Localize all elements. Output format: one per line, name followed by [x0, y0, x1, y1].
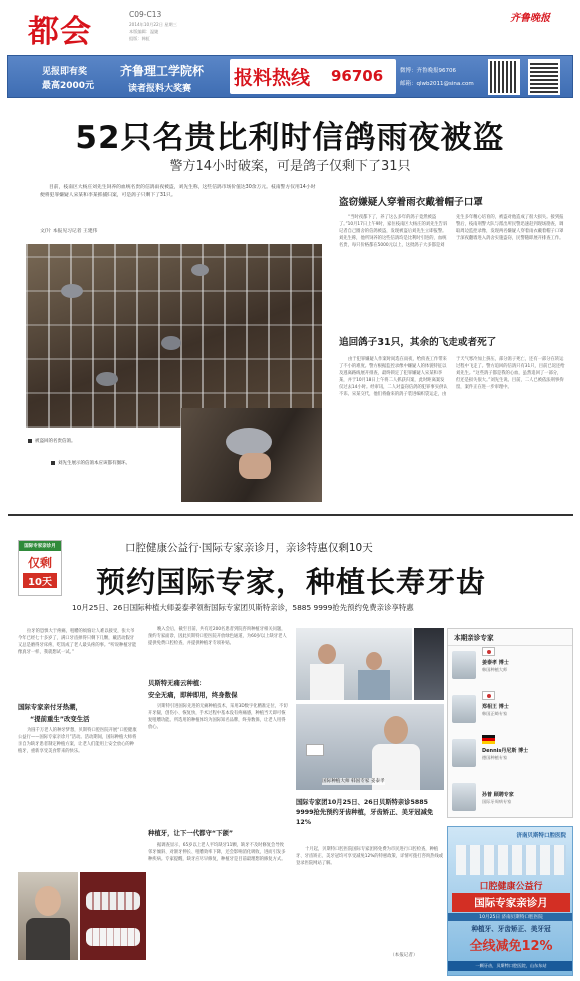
promo-col2-intro: [148, 626, 288, 676]
promo-col1-text2: 为圆千万老人的种牙梦想，贝斯特口腔医院开展“口腔健康公益行——国际专家亲诊月”活动。活动期间，国际种植大师将亲自为缺牙患者制定种植方案，让老人们能用上安全放心的种植牙，重新享受美食带来的快乐。: [18, 728, 137, 754]
edition-layout: 组版：韩虹: [129, 36, 150, 41]
banner-weibo: 微博：齐鲁晚报96706: [400, 68, 456, 74]
qr-code-icon-2: [528, 59, 560, 95]
promo-col1-intro: [18, 628, 138, 698]
expert-name: 孙普 顾聘专家: [482, 792, 514, 798]
story-summary: [40, 184, 318, 222]
promo-col2-h1: 贝斯特无痛云种植：: [148, 679, 206, 687]
poster-title: 国际专家亲诊月: [452, 893, 570, 912]
promo-reporter: （本报记者）: [390, 953, 418, 958]
poster-line: 口腔健康公益行: [479, 882, 543, 892]
section-2-text: 由于犯罪嫌疑人作案时间选在雨夜，给侦查工作带来了不小的难度。警方根据监控录像中嫌疑人的体貌特征以及逃离路线展开排查，最终锁定了犯罪嫌疑人宋某和李某，并于10月18日上午将二人抓获归案，此时距离案发仅过去14小时。经审讯，二人对盗窃信鸽的犯罪事实供认不讳。宋某交代，他们将偷来的鸽子装进编织袋运走，由于天气寒冷加上挤压，部分鸽子死亡，还有一部分在转运过程中飞走了。警方追回的信鸽只有31只，目前已返还给刘先生。“这些鸽子都是我的心血，虽然追回了一部分，但还是损失很大。”刘先生说。目前，二人已被依法刑事拘留，案件正在进一步审理中。: [339, 357, 565, 397]
poster-services: 种植牙、牙齿矫正、美牙冠: [471, 925, 551, 933]
banner-school: 齐鲁理工学院杯: [120, 64, 205, 78]
promo-badge-1: 仅剩: [27, 556, 52, 570]
poster-footer: 一颗牙齿，贝斯特口腔医院，山东东站: [448, 961, 573, 971]
promo-subhead: 10月25日、26日国际种植大师姜泰孝领衔国际专家团贝斯特亲诊，5885 9999抢先预约免费亲诊享特惠: [72, 603, 414, 612]
section-1-text: “当时夜都下了，养了这么多年的鸽子竟然被盗了。”10月17日上午9时，家住枝南区大杨庄的刘先生告诉记者自己圈舍的信鸽被盗，发现被盗后刘先生立即报警。刘先生称，他所饲养的这些信鸽均是比利时引进的，血统名贵，每只价格都在5000元以上，这批鸽子大多都是刘先生多年精心培育的，被盗对他造成了很大损失。接到报警后，枝南刑警大队与派出所民警迅速赶到现场勘查，调取周边监控录像，发现两名嫌疑人穿着雨衣戴着帽子口罩于深夜翻墙进入鸽舍实施盗窃，民警随即展开排查工作。: [339, 215, 564, 248]
newspaper-logo: 齐鲁晚报: [510, 13, 550, 24]
ad-banner: [7, 55, 573, 98]
promo-col1-h2: “提前重生”改变生活: [30, 715, 90, 723]
expert-caption: 国际种植大师 韩国专家 姜泰孝: [322, 779, 385, 784]
banner-prize-1: 见报即有奖: [42, 67, 88, 77]
section-1-body: [339, 214, 565, 328]
expert-name: 姜泰孝 博士: [482, 660, 509, 666]
poster-doctors: [456, 845, 566, 875]
pigeon-hand-photo: [181, 408, 322, 502]
banner-prize-2: 最高2000元: [42, 81, 95, 91]
section-2-title: 追回鸽子31只，其余的飞走或者死了: [339, 337, 497, 348]
expert-desc: 国际牙周病专家: [482, 799, 512, 804]
main-subhead: 警方14小时破案，可是鸽子仅剩下了31只: [169, 159, 411, 174]
edition-editor: 本版编辑：温婕: [129, 29, 159, 34]
germany-flag-icon: [482, 735, 495, 744]
poster-hospital: 济南贝斯特口腔医院: [516, 833, 566, 839]
expert-card: [452, 733, 570, 775]
hotline-label: 报料热线: [234, 67, 311, 89]
promo-team-body: [296, 846, 444, 950]
expert-panel-title: 本期亲诊专家: [448, 629, 572, 646]
expert-card: [452, 689, 570, 731]
xray-photo: [414, 628, 444, 700]
expert-name: Dennis丹尼斯 博士: [482, 748, 529, 754]
expert-card: [452, 645, 570, 687]
korea-flag-icon: [482, 647, 495, 656]
main-headline: 52只名贵比利时信鸽雨夜被盗: [75, 120, 505, 156]
promo-team-heading: 国际专家团10月25日、26日贝斯特亲诊5885 9999抢先预约牙齿种植，牙齿矫正、美牙冠减免12%: [296, 799, 434, 826]
promo-col2-h2: 安全无痛，即种即用，终身数保: [148, 691, 238, 699]
summary-text: 目前，枝南区大杨庄刘先生饲养的血统名贵的信鸽雨夜被盗，刘先生称，这些信鸽市场价值达30余万元。枝南警方仅用14小时便将犯罪嫌疑人宋某和李某抓捕归案，可是鸽子只剩下了31只。: [40, 185, 316, 198]
poster-sub: 10月25日 济南贝斯特口腔医院: [448, 913, 573, 921]
section-divider: [8, 514, 573, 516]
edition-meta: [129, 21, 177, 42]
section-title: 都会: [28, 14, 92, 50]
hotline-box: [230, 59, 396, 94]
promo-tag-title: 国际专家亲诊月: [19, 541, 61, 551]
photo-caption-2: [51, 460, 141, 467]
promo-poster: [447, 826, 573, 976]
teeth-photo: [80, 872, 146, 960]
photo-caption-1: [28, 438, 76, 445]
pigeon-cage-photo: [26, 244, 322, 428]
expert-panel: [447, 628, 573, 818]
photo-caption-1-text: 被盗回的名贵信鸽。: [35, 439, 76, 444]
promo-col2-body: [148, 703, 288, 825]
promo-badge-2: 10天: [23, 573, 57, 588]
promo-col2-body-2: [148, 842, 288, 962]
promo-col2-text: 晚入会后，截至目前，共有近200名患者到院咨询种植牙相关问题，预约专家面诊，因此贝斯特口腔医院开放绿色通道，为60岁以上缺牙老人提供免费口腔检查，并提供种植牙专项补贴。: [148, 627, 287, 646]
patient-photo: [18, 872, 78, 960]
banner-email: 邮箱：qlwb2011@sina.com: [400, 81, 474, 87]
hotline-number: 96706: [331, 67, 384, 85]
section-1-title: 盗窃嫌疑人穿着雨衣戴着帽子口罩: [339, 197, 483, 208]
promo-headline: 预约国际专家，种植长寿牙齿: [96, 565, 487, 599]
expert-name: 郑相王 博士: [482, 704, 509, 710]
consult-photo: [296, 628, 412, 700]
promo-team-text: 十月起，贝斯特口腔医院国际专家团将免费为市民进行口腔检查，种植牙、牙齿矫正、美牙冠均可享受减免12%的特惠政策，详情可拨打咨询热线或登录医院网站了解。: [296, 847, 444, 866]
story-byline: 文/片 本报见习记者 王建伟: [40, 229, 98, 234]
promo-tag: [18, 540, 62, 596]
qr-code-icon: [488, 59, 520, 95]
page-range: C09-C13: [129, 10, 162, 19]
promo-kicker: 口腔健康公益行·国际专家亲诊月，亲诊特惠仅剩10天: [125, 542, 373, 554]
photo-caption-2-text: 刘先生展示的信鸽本应该都有圈环。: [58, 461, 130, 466]
poster-discount: 全线减免12%: [469, 939, 553, 954]
banner-school-sub: 读者报料大奖赛: [128, 84, 192, 94]
expert-desc: 德国种植专家: [482, 755, 508, 760]
promo-col2-text2: 贝斯特引进国际先进的无痛种植技术，采用3D数字化精准定位，不切开牙龈，创伤小、恢复快，手术过程中基本没有疼痛感，种植当天即可恢复咀嚼功能。所选用的种植体均为国际知名品牌，终身数保，让老人用得放心。: [148, 704, 288, 730]
section-2-body: [339, 356, 565, 502]
promo-col1-h1: 国际专家亲付牙热潮，: [18, 703, 82, 711]
promo-col1-body: [18, 727, 138, 865]
expert-desc: 韩国种植大师: [482, 667, 508, 672]
promo-col1-text: 拉牙的恐惧大于疼痛，咀嚼的烦恼让人难以接受，张大爷今年已经七十多岁了，满口牙齿掉得只剩下几颗，戴活动假牙又总是磨得牙床疼，吃饭成了老人最头疼的事。“听说种植牙能像真牙一样，我就想试一试。”: [18, 629, 137, 655]
edition-date: 2014年10月22日 星期三: [129, 22, 177, 27]
promo-col2-h3: 种植牙，让下一代都守“下颌”: [148, 829, 234, 837]
korea-flag-icon: [482, 691, 495, 700]
expert-card: [452, 777, 570, 817]
expert-desc: 韩国正畸专家: [482, 711, 508, 716]
promo-col2-text3: 据调查显示，65岁以上老人平均缺牙11颗，缺牙不及时修复会导致邻牙倾斜、对颌牙伸长、咀嚼效率下降，还会影响消化吸收，进而引发多种疾病。专家提醒，缺牙应尽早修复，种植牙是目前最理想的修复方式。: [148, 843, 286, 862]
